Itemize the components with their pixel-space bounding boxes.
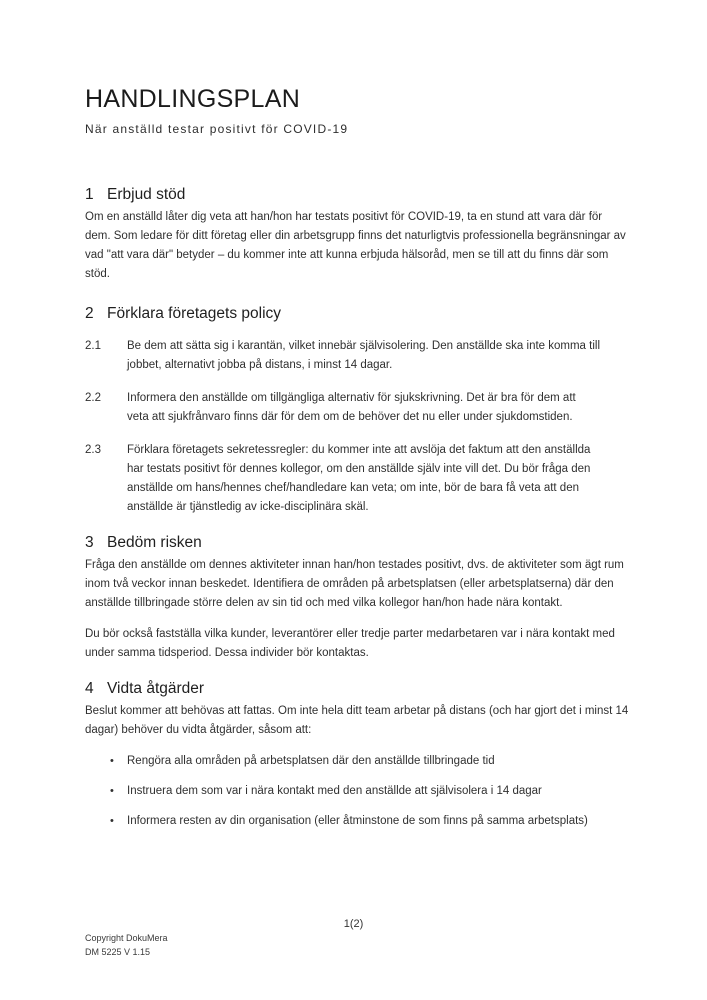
- bullet-marker: •: [110, 785, 114, 797]
- section-heading-4: [85, 679, 630, 698]
- paragraph: Beslut kommer att behövas att fattas. Om inte hela ditt team arbetar på distans (och har gjort det i minst 14 dagar) behöver du vidta åtgärder, såsom att:: [85, 705, 629, 736]
- item-text: Be dem att sätta sig i karantän, vilket innebär självisolering. Den anställde ska inte komma till jobbet, alternativt jobba på distans, i minst 14 dagar.: [127, 340, 601, 371]
- bullet-text: Informera resten av din organisation (eller åtminstone de som finns på samma arbetsplats): [127, 815, 588, 827]
- bullet-marker: •: [110, 815, 114, 827]
- section-heading-3: [85, 533, 630, 552]
- section-number: 4: [85, 680, 94, 697]
- document-content: [85, 86, 630, 842]
- document-subtitle: När anställd testar positivt för COVID-19: [85, 122, 349, 136]
- bullet-item: [85, 812, 630, 831]
- item-text: Förklara företagets sekretessregler: du kommer inte att avslöja det faktum att den anställda har testats positivt för dennes kollegor, om den anställde själv inte vill det. Du bör fråga den anställde om hans/hennes chef/handledare kan veta; om inte, bör de bara få veta att den anställde är tjänstledig av icke-disciplinära skäl.: [127, 444, 591, 513]
- bullet-item: [85, 752, 630, 771]
- item-text: Informera den anställde om tillgängliga alternativ för sjukskrivning. Det är bra för dem att veta att sjukfrånvaro finns där för dem om de behöver det nu eller under sjukdomstiden.: [127, 392, 576, 423]
- section-title: Förklara företagets policy: [107, 305, 282, 322]
- section-title: Vidta åtgärder: [107, 680, 205, 697]
- footer-page-number: 1(2): [343, 918, 364, 930]
- paragraph: Fråga den anställde om dennes aktiviteter innan han/hon testades positivt, dvs. de aktiviteter som ägt rum inom två veckor innan beskedet. Identifiera de områden på arbetsplatsen (eller arbetsplatserna) där den anställde tillbringade större delen av sin tid och med vilka kollegor han/hon hade nära kontakt.: [85, 559, 624, 609]
- doc-id-line: DM 5225 V 1.15: [85, 946, 151, 957]
- section-number: 1: [85, 186, 94, 203]
- item-number: 2.1: [85, 340, 101, 352]
- numbered-item: [85, 389, 630, 427]
- bullet-text: Rengöra alla områden på arbetsplatsen där den anställde tillbringade tid: [127, 755, 495, 767]
- footer-copyright: [85, 932, 168, 959]
- bullet-marker: •: [110, 755, 114, 767]
- paragraph: Du bör också fastställa vilka kunder, leverantörer eller tredje parter medarbetaren var i nära kontakt med under samma tidsperiod. Dessa individer bör kontaktas.: [85, 628, 615, 659]
- document-title: HANDLINGSPLAN: [85, 85, 301, 113]
- section-heading-1: [85, 185, 630, 204]
- section-title: Bedöm risken: [107, 534, 202, 551]
- item-number: 2.3: [85, 444, 101, 456]
- copyright-line: Copyright DokuMera: [85, 933, 168, 943]
- numbered-item: [85, 441, 630, 517]
- section-number: 2: [85, 305, 94, 322]
- section-title: Erbjud stöd: [107, 186, 186, 203]
- section-number: 3: [85, 534, 94, 551]
- bullet-list: [85, 752, 630, 831]
- numbered-item: [85, 337, 630, 375]
- bullet-text: Instruera dem som var i nära kontakt med den anställde att självisolera i 14 dagar: [127, 785, 542, 797]
- bullet-item: [85, 782, 630, 801]
- paragraph: Om en anställd låter dig veta att han/hon har testats positivt för COVID-19, ta en stund att vara där för dem. Som ledare för ditt företag eller din arbetsgrupp finns det naturligtvis professionella begränsningar av vad "att vara där" betyder – du kommer inte att kunna erbjuda hälsoråd, men se till att du finns där som stöd.: [85, 211, 626, 280]
- item-number: 2.2: [85, 392, 101, 404]
- section-heading-2: [85, 304, 630, 323]
